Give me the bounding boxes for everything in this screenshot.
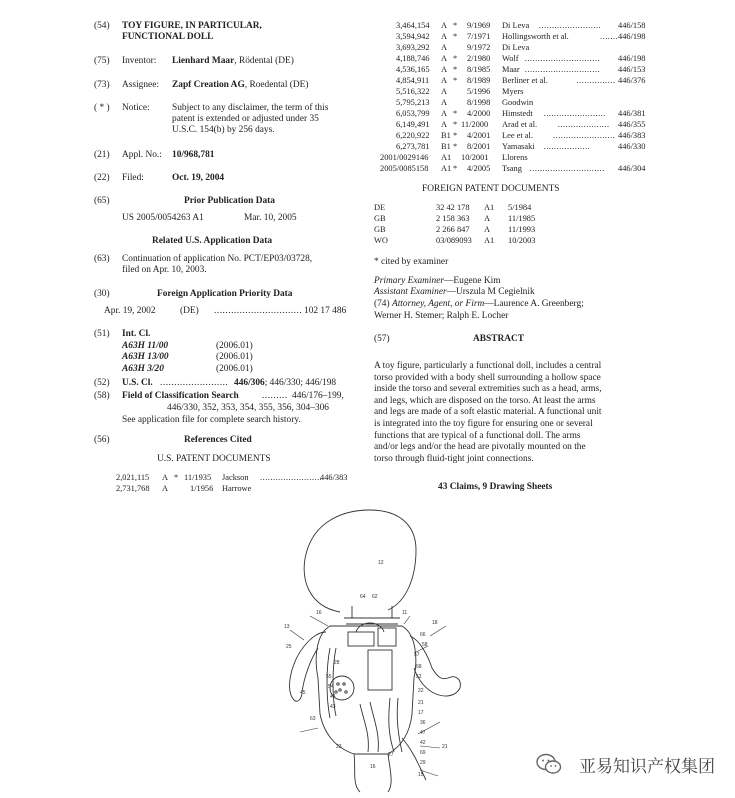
inventor-label: Inventor: <box>122 56 157 66</box>
patent-date: 4/2001 <box>467 130 491 140</box>
patent-class: 446/376 <box>618 75 646 85</box>
patent-date: 4/2005 <box>467 163 491 173</box>
patent-kind: A <box>441 42 448 52</box>
patent-number: 03/089093 <box>436 236 472 245</box>
patent-number: 4,854,911 <box>396 75 430 85</box>
abstract-line: torso provided with a body shell surrounding a hollow space <box>374 372 601 383</box>
uscl-value: 446/306; 446/330; 446/198 <box>234 378 337 388</box>
patent-date: 1/1956 <box>190 484 214 493</box>
patent-kind: A1 <box>441 163 452 173</box>
figure-ref-label: 18 <box>432 620 438 626</box>
patent-number: 2 266 847 <box>436 225 470 234</box>
patent-class: 446/330 <box>618 141 646 151</box>
filed-value: Oct. 19, 2004 <box>172 173 225 183</box>
patent-number: 2,731,768 <box>116 484 150 493</box>
refs-num: (56) <box>94 435 110 445</box>
patent-date: 10/2001 <box>461 152 489 162</box>
figure-ref-label: 22 <box>418 688 424 694</box>
patent-class: 446/355 <box>618 119 646 129</box>
doll-legs <box>354 738 426 792</box>
patent-name: Arad et al. <box>502 119 538 129</box>
ppd-heading: Prior Publication Data <box>184 196 275 206</box>
patent-kind: B1 <box>441 141 451 151</box>
field-dots: ......... <box>262 391 288 401</box>
figure-ref-label: 28 <box>334 660 340 666</box>
cited-star: * <box>453 64 458 74</box>
patent-date: 7/1971 <box>467 31 491 41</box>
intcl-num: (51) <box>94 329 110 339</box>
patent-number: 2,021,115 <box>116 473 150 482</box>
patent-kind: A <box>162 473 169 482</box>
patent-name: Jackson <box>222 473 249 482</box>
patent-kind: A <box>441 119 448 129</box>
fapd-dots: ............................... <box>214 306 303 316</box>
figure-ref-label: 69 <box>420 750 426 756</box>
abstract-line: and/or legs and/or the head are pivotally mounted on the <box>374 442 586 453</box>
dot-leader: ............................. <box>529 163 605 173</box>
abstract-line: A toy figure, particularly a functional doll, includes a central <box>374 361 602 371</box>
field-num: (58) <box>94 391 110 401</box>
figure-ref-label: 27 <box>388 752 394 758</box>
primary-examiner: Primary Examiner—Eugene Kim <box>374 276 501 286</box>
patent-name: Hollingsworth et al. <box>502 31 569 41</box>
abstract-line: functions that are typical of a functional doll. The arms <box>374 430 581 441</box>
patent-kind: A <box>441 64 448 74</box>
cited-star: * <box>453 53 458 63</box>
function-unit <box>368 650 392 690</box>
patent-name: Di Leva <box>502 20 530 30</box>
patent-class: 446/383 <box>618 130 646 140</box>
field-line-2: 446/330, 352, 353, 354, 355, 356, 304–306 <box>167 403 329 413</box>
attorney-line-2: Werner H. Stemer; Ralph E. Locher <box>374 311 509 321</box>
related-heading: Related U.S. Application Data <box>152 236 273 246</box>
field-line-1: 446/176–199, <box>292 391 344 401</box>
abstract-line: inside the torso and several extremities such as a head, arms, <box>374 384 602 395</box>
patent-date: 11/1935 <box>184 473 212 482</box>
dot-leader: ............... <box>576 75 616 85</box>
cited-star: * <box>453 141 458 151</box>
assignee-label: Assignee: <box>122 80 159 90</box>
patent-number: 5,795,213 <box>396 97 430 107</box>
dot-leader: ....... <box>600 31 619 41</box>
patent-kind: A <box>441 75 448 85</box>
ppd-date: Mar. 10, 2005 <box>244 213 297 223</box>
patent-date: 8/1998 <box>467 97 491 107</box>
country-code: GB <box>374 225 386 234</box>
dot-leader: .................. <box>543 141 591 151</box>
figure-ref-label: 55 <box>326 674 332 680</box>
doll-torso <box>316 626 416 754</box>
patent-kind: B1 <box>441 130 451 140</box>
cited-by-examiner: * cited by examiner <box>374 257 449 267</box>
field-label: Field of Classification Search <box>122 391 239 401</box>
assignee-num: (73) <box>94 80 110 90</box>
patent-name: Maar <box>502 64 520 74</box>
patent-class: 446/153 <box>618 64 646 74</box>
fapd-heading: Foreign Application Priority Data <box>157 289 293 299</box>
patent-number: 3,594,942 <box>396 31 430 41</box>
continuation-num: (63) <box>94 254 110 264</box>
dot-leader: .................... <box>557 119 610 129</box>
patent-class: 446/158 <box>618 20 646 30</box>
inventor-num: (75) <box>94 56 110 66</box>
assistant-examiner: Assistant Examiner—Urszula M Cegielnik <box>374 287 535 297</box>
intcl-version: (2006.01) <box>216 352 253 362</box>
cited-star: * <box>453 75 458 85</box>
patent-number: 2001/0029146 <box>380 152 429 162</box>
patent-number: 32 42 178 <box>436 203 470 212</box>
attorney: (74) Attorney, Agent, or Firm—Laurence A. Greenberg; <box>374 299 584 309</box>
patent-date: 5/1984 <box>508 203 532 212</box>
title-num: (54) <box>94 21 110 31</box>
figure-ref-label: 29 <box>420 760 426 766</box>
claims-summary: 43 Claims, 9 Drawing Sheets <box>438 482 553 492</box>
patent-date: 8/1985 <box>467 64 491 74</box>
patent-name: Myers <box>502 86 524 96</box>
patent-date: 11/2000 <box>461 119 489 129</box>
patent-kind: A <box>484 214 491 223</box>
cited-star: * <box>453 31 458 41</box>
appl-num: (21) <box>94 150 110 160</box>
figure-ref-label: 66 <box>420 632 426 638</box>
figure-ref-label: 36 <box>420 720 426 726</box>
patent-name: Berliner et al. <box>502 75 548 85</box>
cited-star: * <box>453 119 458 129</box>
patent-number: 2005/0085158 <box>380 163 429 173</box>
figure-ref-label: 68 <box>416 664 422 670</box>
patent-kind: A1 <box>484 203 495 212</box>
patent-number: 6,220,922 <box>396 130 430 140</box>
fapd-value: 102 17 486 <box>304 306 347 316</box>
patent-class: 446/304 <box>618 163 646 173</box>
patent-date: 2/1980 <box>467 53 491 63</box>
appl-label: Appl. No.: <box>122 150 162 160</box>
cited-star: * <box>453 108 458 118</box>
patent-date: 9/1972 <box>467 42 491 52</box>
intcl-version: (2006.01) <box>216 341 253 351</box>
figure-ref-label: 21 <box>442 744 448 750</box>
figure-ref-label: 62 <box>372 594 378 600</box>
patent-date: 4/2000 <box>467 108 491 118</box>
notice-line-1: Subject to any disclaimer, the term of this <box>172 103 329 113</box>
continuation-line-1: Continuation of application No. PCT/EP03/03728, <box>122 254 313 264</box>
patent-kind: A <box>441 31 448 41</box>
figure-ref-label: 47 <box>420 730 426 736</box>
patent-name: Yamasaki <box>502 141 535 151</box>
figure-ref-label: 16 <box>316 610 322 616</box>
figure-ref-label: 23 <box>336 744 342 750</box>
patent-number: 3,464,154 <box>396 20 430 30</box>
abstract-line: and legs are made of a soft elastic material. A functional unit <box>374 407 602 418</box>
refs-heading: References Cited <box>184 435 252 445</box>
patent-class: 446/198 <box>618 31 646 41</box>
cited-star: * <box>453 20 458 30</box>
intcl-code: A63H 3/20 <box>122 364 164 374</box>
filed-label: Filed: <box>122 173 144 183</box>
patent-kind: A <box>162 484 169 493</box>
abstract-heading: ABSTRACT <box>473 334 525 344</box>
figure-ref-label: 54 <box>328 684 334 690</box>
fpd-heading: FOREIGN PATENT DOCUMENTS <box>422 184 560 194</box>
dot-leader: ............................. <box>524 53 601 63</box>
abstract-num: (57) <box>374 334 390 344</box>
patent-kind: A <box>441 53 448 63</box>
patent-date: 9/1969 <box>467 20 491 30</box>
dot-leader: ........................ <box>538 20 602 30</box>
title-line-1: TOY FIGURE, IN PARTICULAR, <box>122 21 262 31</box>
figure-ref-label: 64 <box>360 594 366 600</box>
ppd-num: (65) <box>94 196 110 206</box>
patent-kind: A <box>441 20 448 30</box>
ppd-pub: US 2005/0054263 A1 <box>122 213 204 223</box>
patent-name: Di Leva <box>502 42 530 52</box>
figure-ref-label: 21 <box>418 700 424 706</box>
field-line-3: See application file for complete search history. <box>122 415 301 425</box>
patent-kind: A1 <box>441 152 452 162</box>
patent-name: Lee et al. <box>502 130 533 140</box>
patent-number: 4,188,746 <box>396 53 430 63</box>
figure-ref-label: 15 <box>418 772 424 778</box>
patent-kind: A <box>441 97 448 107</box>
figure-ref-label: 11 <box>402 610 408 616</box>
fapd-date: Apr. 19, 2002 <box>104 306 156 316</box>
figure-ref-label: 43 <box>330 704 336 710</box>
filed-num: (22) <box>94 173 110 183</box>
country-code: WO <box>374 236 388 245</box>
patent-name: Tsang <box>502 163 522 173</box>
intcl-label: Int. Cl. <box>122 329 151 339</box>
notice-num: ( * ) <box>94 103 110 113</box>
patent-class: 446/383 <box>320 473 348 482</box>
patent-number: 2 158 363 <box>436 214 470 223</box>
country-code: GB <box>374 214 386 223</box>
uspd-heading-left: U.S. PATENT DOCUMENTS <box>157 454 271 464</box>
dot-leader: ........................ <box>553 130 616 140</box>
patent-number: 3,693,292 <box>396 42 430 52</box>
patent-drawing <box>270 508 500 796</box>
title-line-2: FUNCTIONAL DOLL <box>122 32 214 42</box>
notice-line-2: patent is extended or adjusted under 35 <box>172 114 319 124</box>
patent-date: 8/1989 <box>467 75 491 85</box>
patent-date: 5/1996 <box>467 86 491 96</box>
patent-date: 11/1993 <box>508 225 536 234</box>
dot-leader: ........................ <box>543 108 606 118</box>
patent-kind: A <box>484 225 491 234</box>
figure-ref-label: 12 <box>378 560 384 566</box>
patent-kind: A1 <box>484 236 495 245</box>
patent-name: Goodwin <box>502 97 534 107</box>
figure-ref-label: 16 <box>370 764 376 770</box>
patent-name: Harrowe <box>222 484 252 493</box>
patent-name: Himstedt <box>502 108 533 118</box>
patent-name: Wolf <box>502 53 519 63</box>
patent-number: 6,053,799 <box>396 108 430 118</box>
appl-value: 10/968,781 <box>172 150 215 160</box>
figure-ref-label: 42 <box>420 740 426 746</box>
patent-number: 5,516,322 <box>396 86 430 96</box>
patent-name: Llorens <box>502 152 528 162</box>
figure-ref-label: 58 <box>422 642 428 648</box>
patent-date: 11/1985 <box>508 214 536 223</box>
abstract-line: torso through fluid-tight joint connections. <box>374 453 534 464</box>
patent-number: 6,273,781 <box>396 141 430 151</box>
abstract-line: and legs, which are disposed on the torso. At least the arms <box>374 395 596 406</box>
patent-class: 446/198 <box>618 53 646 63</box>
patent-kind: A <box>441 108 448 118</box>
figure-ref-label: 45 <box>300 690 306 696</box>
figure-ref-label: 52 <box>416 674 422 680</box>
patent-number: 4,536,165 <box>396 64 430 74</box>
figure-ref-label: 57 <box>414 652 420 658</box>
uscl-dots: ........................ <box>160 378 229 388</box>
dot-leader: ........................ <box>260 473 323 482</box>
uscl-label: U.S. Cl. <box>122 378 153 388</box>
inventor-value: Lienhard Maar, Rödental (DE) <box>172 56 294 66</box>
doll-left-arm <box>290 632 327 701</box>
intcl-version: (2006.01) <box>216 364 253 374</box>
figure-ref-label: 44 <box>330 694 336 700</box>
country-code: DE <box>374 203 386 212</box>
patent-kind: A <box>441 86 448 96</box>
doll-neck <box>344 606 400 624</box>
continuation-line-2: filed on Apr. 10, 2003. <box>122 265 207 275</box>
patent-class: 446/381 <box>618 108 646 118</box>
figure-ref-label: 63 <box>310 716 316 722</box>
notice-line-3: U.S.C. 154(b) by 256 days. <box>172 125 275 135</box>
abstract-line: is integrated into the toy figure for ensuring one or several <box>374 419 593 429</box>
patent-number: 6,149,491 <box>396 119 430 129</box>
intcl-code: A63H 13/00 <box>122 352 169 362</box>
fapd-num: (30) <box>94 289 110 299</box>
notice-label: Notice: <box>122 103 150 113</box>
cited-star: * <box>453 163 458 173</box>
cited-star: * <box>453 130 458 140</box>
figure-ref-label: 17 <box>418 710 424 716</box>
assignee-value: Zapf Creation AG, Roedental (DE) <box>172 80 309 90</box>
figure-ref-label: 25 <box>286 644 292 650</box>
figure-ref-label: 13 <box>284 624 290 630</box>
watermark-text: 亚易知识产权集团 <box>579 757 715 777</box>
fapd-country: (DE) <box>180 306 199 316</box>
dot-leader: ............................. <box>524 64 601 74</box>
wechat-icon <box>536 753 562 775</box>
patent-date: 8/2001 <box>467 141 491 151</box>
uscl-num: (52) <box>94 378 110 388</box>
intcl-code: A63H 11/00 <box>122 341 169 351</box>
cited-star: * <box>174 473 179 482</box>
patent-date: 10/2003 <box>508 236 536 245</box>
